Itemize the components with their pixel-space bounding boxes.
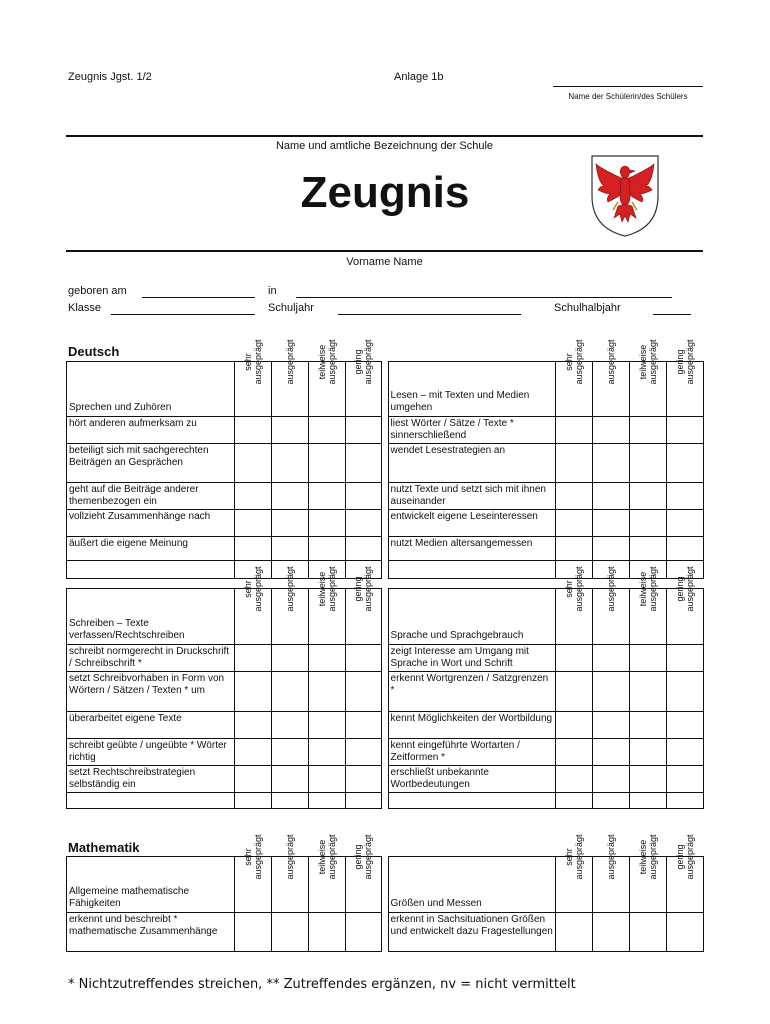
rating-cell[interactable]	[667, 739, 704, 766]
rating-cell[interactable]	[630, 793, 667, 809]
rating-header: sehr ausgeprägt	[556, 362, 593, 417]
rating-cell[interactable]	[593, 712, 630, 739]
table-row	[67, 483, 704, 510]
criterion-label: liest Wörter / Sätze / Texte * sinnerschließend	[388, 417, 556, 444]
criterion-label: wendet Lesestrategien an	[388, 444, 556, 483]
sprechen-title: Sprechen und Zuhören	[67, 362, 235, 417]
rating-cell[interactable]	[234, 766, 271, 793]
rating-cell[interactable]	[556, 417, 593, 444]
rating-cell[interactable]	[667, 712, 704, 739]
rating-cell[interactable]	[630, 417, 667, 444]
math-general-title: Allgemeine mathematische Fähigkeiten	[67, 857, 235, 913]
half-year-field[interactable]	[653, 314, 691, 315]
rating-header: sehr ausgeprägt	[234, 589, 271, 645]
rating-cell[interactable]	[556, 444, 593, 483]
rating-cell[interactable]	[345, 766, 382, 793]
table-row	[67, 712, 704, 739]
rating-cell[interactable]	[556, 483, 593, 510]
header-rule	[66, 135, 703, 137]
rating-header: gering ausgeprägt	[667, 857, 704, 913]
rating-cell[interactable]	[234, 645, 271, 672]
rating-cell[interactable]	[308, 766, 345, 793]
rating-cell[interactable]	[271, 712, 308, 739]
rating-cell[interactable]	[556, 766, 593, 793]
form-label: Zeugnis Jgst. 1/2	[68, 71, 152, 83]
brandenburg-eagle-icon	[588, 152, 662, 238]
table-header-row	[67, 857, 704, 913]
criterion-label-empty[interactable]	[67, 793, 235, 809]
header-rule-2	[66, 250, 703, 252]
class-field[interactable]	[111, 314, 255, 315]
rating-cell[interactable]	[271, 793, 308, 809]
section-mathematik-title: Mathematik	[68, 840, 140, 855]
criterion-label: setzt Rechtschreibstrategien selbständig ein	[67, 766, 235, 793]
footnote: * Nichtzutreffendes streichen, ** Zutreffendes ergänzen, nv = nicht vermittelt	[68, 977, 576, 992]
rating-cell[interactable]	[667, 645, 704, 672]
rating-cell[interactable]	[630, 645, 667, 672]
criterion-label-empty[interactable]	[67, 561, 235, 579]
criterion-label: geht auf die Beiträge anderer themenbezogen ein	[67, 483, 235, 510]
rating-cell[interactable]	[345, 712, 382, 739]
criterion-label: vollzieht Zusammenhänge nach	[67, 510, 235, 537]
rating-cell[interactable]	[667, 417, 704, 444]
school-year-field[interactable]	[338, 314, 521, 315]
rating-cell[interactable]	[630, 913, 667, 952]
class-label: Klasse	[68, 302, 102, 314]
criterion-label: entwickelt eigene Leseinteressen	[388, 510, 556, 537]
rating-cell[interactable]	[667, 793, 704, 809]
rating-cell[interactable]	[308, 672, 345, 712]
rating-cell[interactable]	[667, 444, 704, 483]
rating-cell[interactable]	[556, 645, 593, 672]
criterion-label: erkennt und beschreibt * mathematische Zusammenhänge	[67, 913, 235, 952]
rating-cell[interactable]	[593, 913, 630, 952]
rating-cell[interactable]	[667, 672, 704, 712]
rating-cell[interactable]	[234, 444, 271, 483]
rating-cell[interactable]	[271, 739, 308, 766]
rating-cell[interactable]	[630, 537, 667, 561]
rating-cell[interactable]	[667, 483, 704, 510]
page-title: Zeugnis	[300, 168, 470, 217]
rating-cell[interactable]	[345, 645, 382, 672]
math-groessen-title: Größen und Messen	[388, 857, 556, 913]
birthplace-field[interactable]	[296, 297, 672, 298]
rating-cell[interactable]	[271, 766, 308, 793]
rating-header: gering ausgeprägt	[345, 589, 382, 645]
criterion-label-empty[interactable]	[388, 793, 556, 809]
lesen-title: Lesen – mit Texten und Medien umgehen	[388, 362, 556, 417]
table-header-row	[67, 589, 704, 645]
rating-header: ausgeprägt	[593, 362, 630, 417]
rating-cell[interactable]	[345, 739, 382, 766]
rating-cell[interactable]	[345, 537, 382, 561]
table-row	[67, 913, 704, 952]
rating-header: ausgeprägt	[593, 589, 630, 645]
rating-header: gering ausgeprägt	[345, 857, 382, 913]
rating-header: ausgeprägt	[593, 857, 630, 913]
rating-cell[interactable]	[556, 739, 593, 766]
rating-cell[interactable]	[556, 712, 593, 739]
rating-cell[interactable]	[271, 913, 308, 952]
rating-cell[interactable]	[593, 483, 630, 510]
rating-header: ausgeprägt	[271, 589, 308, 645]
rating-cell[interactable]	[630, 672, 667, 712]
criterion-label: erkennt in Sachsituationen Größen und entwickelt dazu Fragestellungen	[388, 913, 556, 952]
rating-cell[interactable]	[593, 793, 630, 809]
rating-cell[interactable]	[308, 417, 345, 444]
rating-header: teilweise ausgeprägt	[630, 362, 667, 417]
criterion-label: hört anderen aufmerksam zu	[67, 417, 235, 444]
criterion-label: nutzt Medien altersangemessen	[388, 537, 556, 561]
full-name-caption: Vorname Name	[346, 256, 423, 268]
rating-header: gering ausgeprägt	[667, 589, 704, 645]
attachment-label: Anlage 1b	[394, 71, 444, 83]
rating-header: teilweise ausgeprägt	[630, 857, 667, 913]
rating-cell[interactable]	[271, 483, 308, 510]
rating-cell[interactable]	[234, 672, 271, 712]
rating-cell[interactable]	[630, 766, 667, 793]
rating-cell[interactable]	[234, 510, 271, 537]
rating-cell[interactable]	[234, 739, 271, 766]
table-row	[67, 645, 704, 672]
rating-cell[interactable]	[667, 510, 704, 537]
rating-header: teilweise ausgeprägt	[308, 589, 345, 645]
table-row	[67, 537, 704, 561]
rating-cell[interactable]	[593, 645, 630, 672]
criterion-label: erschließt unbekannte Wortbedeutungen	[388, 766, 556, 793]
criterion-label: beteiligt sich mit sachgerechten Beiträgen an Gesprächen	[67, 444, 235, 483]
rating-cell[interactable]	[308, 712, 345, 739]
rating-cell[interactable]	[667, 537, 704, 561]
rating-cell[interactable]	[308, 739, 345, 766]
rating-cell[interactable]	[271, 645, 308, 672]
rating-cell[interactable]	[271, 672, 308, 712]
rating-header: gering ausgeprägt	[667, 362, 704, 417]
rating-cell[interactable]	[556, 510, 593, 537]
table-row	[67, 672, 704, 712]
rating-cell[interactable]	[308, 793, 345, 809]
table-row	[67, 417, 704, 444]
rating-cell[interactable]	[345, 672, 382, 712]
rating-header: sehr ausgeprägt	[556, 589, 593, 645]
half-year-label: Schulhalbjahr	[554, 302, 621, 314]
rating-cell[interactable]	[234, 537, 271, 561]
rating-cell[interactable]	[234, 417, 271, 444]
rating-cell[interactable]	[234, 913, 271, 952]
criterion-label: nutzt Texte und setzt sich mit ihnen auseinander	[388, 483, 556, 510]
birthdate-field[interactable]	[142, 297, 255, 298]
rating-cell[interactable]	[345, 483, 382, 510]
rating-cell[interactable]	[630, 510, 667, 537]
rating-cell[interactable]	[271, 444, 308, 483]
rating-cell[interactable]	[593, 739, 630, 766]
rating-cell[interactable]	[593, 766, 630, 793]
rating-header: teilweise ausgeprägt	[308, 857, 345, 913]
rating-cell[interactable]	[556, 537, 593, 561]
rating-cell[interactable]	[593, 672, 630, 712]
student-name-line[interactable]	[553, 86, 703, 87]
criterion-label: schreibt normgerecht in Druckschrift / Schreibschrift *	[67, 645, 235, 672]
rating-header: teilweise ausgeprägt	[308, 362, 345, 417]
criterion-label: zeigt Interesse am Umgang mit Sprache in Wort und Schrift	[388, 645, 556, 672]
rating-cell[interactable]	[271, 417, 308, 444]
table-row	[67, 739, 704, 766]
table-row	[67, 444, 704, 483]
sprache-title: Sprache und Sprachgebrauch	[388, 589, 556, 645]
rating-cell[interactable]	[308, 444, 345, 483]
criterion-label: erkennt Wortgrenzen / Satzgrenzen *	[388, 672, 556, 712]
criterion-label: überarbeitet eigene Texte	[67, 712, 235, 739]
rating-cell[interactable]	[345, 417, 382, 444]
rating-header: ausgeprägt	[271, 362, 308, 417]
criterion-label: setzt Schreibvorhaben in Form von Wörtern / Sätzen / Texten * um	[67, 672, 235, 712]
rating-cell[interactable]	[234, 712, 271, 739]
rating-cell[interactable]	[345, 510, 382, 537]
table-row	[67, 510, 704, 537]
birthplace-label: in	[268, 285, 277, 297]
rating-cell[interactable]	[345, 793, 382, 809]
school-year-label: Schuljahr	[268, 302, 314, 314]
criterion-label: schreibt geübte / ungeübte * Wörter richtig	[67, 739, 235, 766]
rating-cell[interactable]	[593, 537, 630, 561]
schreiben-title: Schreiben – Texte verfassen/Rechtschreiben	[67, 589, 235, 645]
rating-header: sehr ausgeprägt	[234, 362, 271, 417]
rating-cell[interactable]	[308, 537, 345, 561]
rating-header: ausgeprägt	[271, 857, 308, 913]
table-row-empty	[67, 793, 704, 809]
rating-cell[interactable]	[667, 766, 704, 793]
rating-cell[interactable]	[271, 510, 308, 537]
rating-cell[interactable]	[308, 913, 345, 952]
rating-cell[interactable]	[556, 913, 593, 952]
criterion-label-empty[interactable]	[388, 561, 556, 579]
rating-header: sehr ausgeprägt	[234, 857, 271, 913]
school-name-caption: Name und amtliche Bezeichnung der Schule	[275, 140, 494, 152]
rating-cell[interactable]	[234, 793, 271, 809]
rating-cell[interactable]	[667, 913, 704, 952]
rating-cell[interactable]	[308, 645, 345, 672]
rating-cell[interactable]	[593, 444, 630, 483]
criterion-label: kennt Möglichkeiten der Wortbildung	[388, 712, 556, 739]
rating-cell[interactable]	[630, 739, 667, 766]
born-label: geboren am	[68, 285, 127, 297]
rating-header: sehr ausgeprägt	[556, 857, 593, 913]
schreiben-sprache-table	[66, 566, 704, 809]
rating-cell[interactable]	[345, 444, 382, 483]
student-name-caption: Name der Schülerin/des Schülers	[568, 92, 688, 101]
rating-cell[interactable]	[234, 483, 271, 510]
rating-cell[interactable]	[271, 537, 308, 561]
rating-cell[interactable]	[556, 793, 593, 809]
criterion-label: kennt eingeführte Wortarten / Zeitformen *	[388, 739, 556, 766]
table-header-row	[67, 362, 704, 417]
rating-header: teilweise ausgeprägt	[630, 589, 667, 645]
table-row	[67, 766, 704, 793]
rating-cell[interactable]	[345, 913, 382, 952]
rating-cell[interactable]	[630, 712, 667, 739]
rating-cell[interactable]	[630, 483, 667, 510]
rating-cell[interactable]	[308, 510, 345, 537]
rating-cell[interactable]	[630, 444, 667, 483]
rating-cell[interactable]	[593, 510, 630, 537]
rating-cell[interactable]	[308, 483, 345, 510]
section-deutsch-title: Deutsch	[68, 344, 120, 359]
rating-cell[interactable]	[556, 672, 593, 712]
rating-cell[interactable]	[593, 417, 630, 444]
rating-header: gering ausgeprägt	[345, 362, 382, 417]
criterion-label: äußert die eigene Meinung	[67, 537, 235, 561]
